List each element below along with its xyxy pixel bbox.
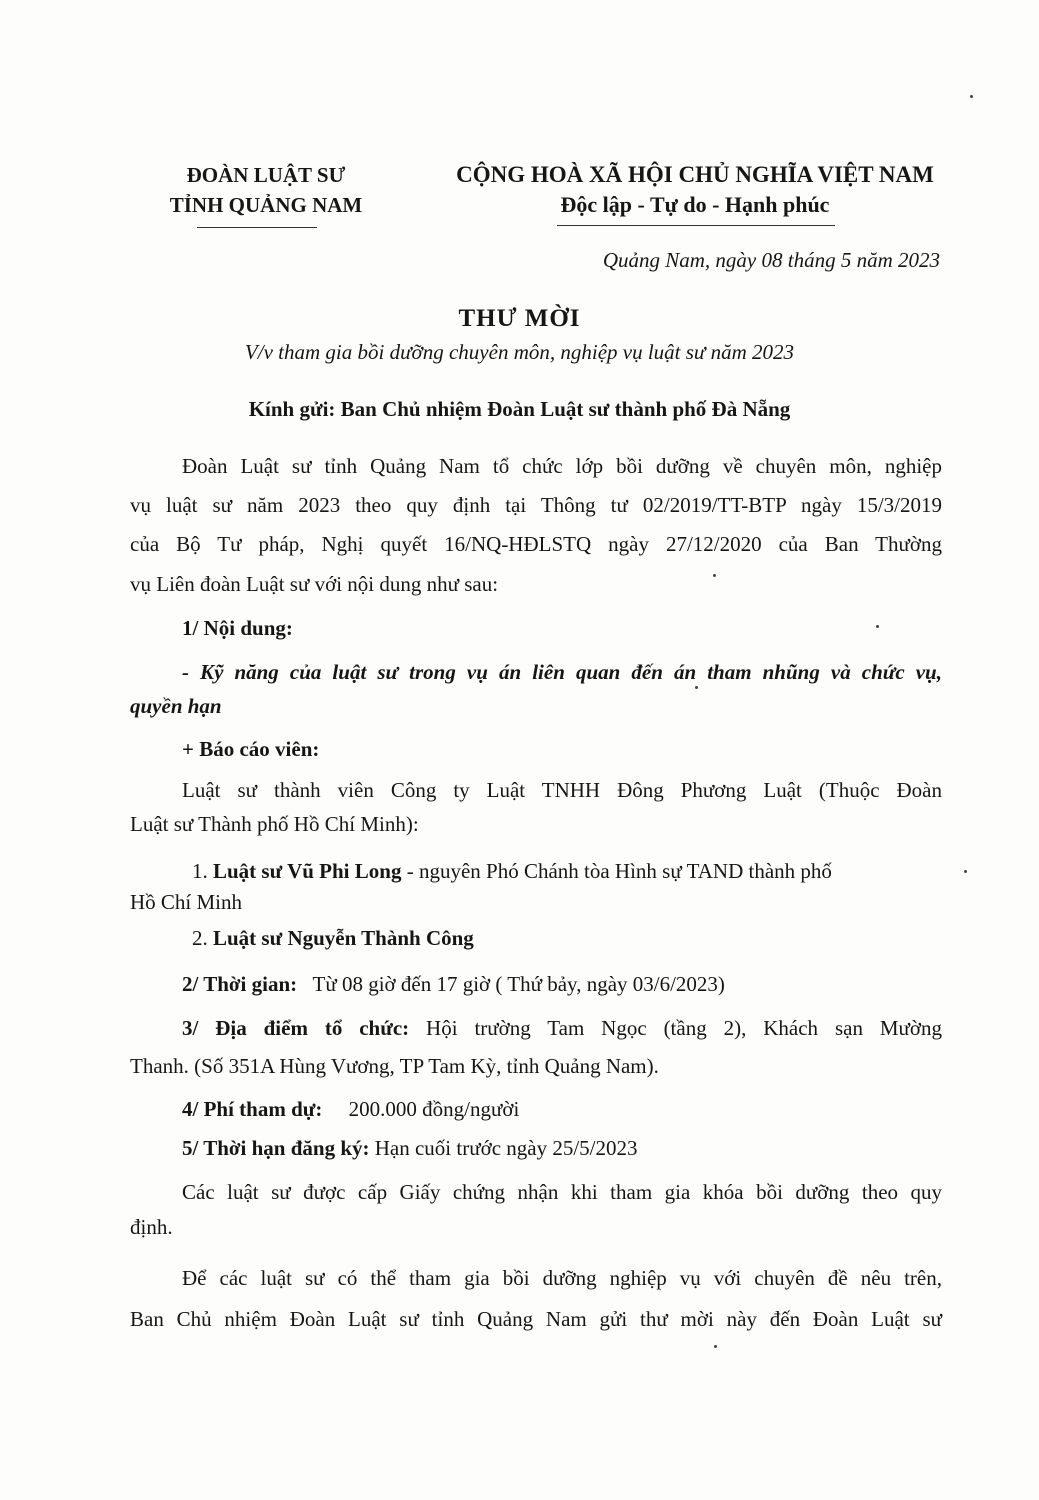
org-line-2: TỈNH QUẢNG NAM: [169, 193, 363, 217]
motto-underline: [557, 225, 835, 226]
topic-line-2: quyền hạn: [130, 694, 222, 718]
scan-speck: [970, 95, 973, 98]
speaker-1-name: Luật sư Vũ Phi Long: [213, 859, 402, 883]
closing-line-1: Để các luật sư có thể tham gia bồi dưỡng nghiệp vụ với chuyên đề nêu trên,: [182, 1266, 942, 1290]
venue-label: 3/ Địa điểm tổ chức:: [182, 1016, 410, 1040]
document-subject: V/v tham gia bồi dưỡng chuyên môn, nghiệp vụ luật sư năm 2023: [244, 340, 795, 364]
speaker-2-number: 2.: [192, 926, 208, 950]
org-line-1: ĐOÀN LUẬT SƯ: [186, 163, 346, 187]
issuing-organization: [150, 160, 382, 220]
speaker-1-role: - nguyên Phó Chánh tòa Hình sự TAND thành phố: [401, 859, 832, 883]
speaker-1: [192, 855, 832, 887]
speaker-2-name: Luật sư Nguyễn Thành Công: [213, 926, 474, 950]
national-motto: Độc lập - Tự do - Hạnh phúc: [560, 192, 830, 217]
deadline-label: 5/ Thời hạn đăng ký:: [182, 1136, 370, 1160]
deadline-row: [182, 1132, 638, 1164]
scan-speck: [876, 625, 879, 628]
national-title: CỘNG HOÀ XÃ HỘI CHỦ NGHĨA VIỆT NAM: [456, 162, 934, 187]
speaker-1-number: 1.: [192, 859, 208, 883]
venue-row: [182, 1012, 942, 1044]
content-heading: 1/ Nội dung:: [182, 616, 293, 640]
recipient-line: Kính gửi: Ban Chủ nhiệm Đoàn Luật sư thành phố Đà Nẵng: [248, 397, 791, 421]
time-row: [182, 968, 725, 1000]
closing-line-2: Ban Chủ nhiệm Đoàn Luật sư tỉnh Quảng Nam gửi thư mời này đến Đoàn Luật sư: [130, 1307, 942, 1331]
scan-speck: [713, 574, 716, 577]
document-title: THƯ MỜI: [458, 305, 581, 332]
fee-value: 200.000 đồng/người: [348, 1097, 520, 1121]
intro-line-1: Đoàn Luật sư tỉnh Quảng Nam tổ chức lớp bồi dưỡng về chuyên môn, nghiệp: [182, 454, 942, 478]
speakers-intro-line-2: Luật sư Thành phố Hồ Chí Minh):: [130, 812, 419, 836]
certificate-line-1: Các luật sư được cấp Giấy chứng nhận khi tham gia khóa bồi dưỡng theo quy: [182, 1180, 942, 1204]
document-date: Quảng Nam, ngày 08 tháng 5 năm 2023: [602, 248, 940, 272]
scan-speck: [714, 1345, 717, 1348]
org-underline: [197, 227, 317, 228]
scan-speck: [695, 686, 698, 689]
fee-row: [182, 1093, 519, 1125]
speaker-1-role-line-2: Hồ Chí Minh: [130, 890, 243, 914]
venue-line-2: Thanh. (Số 351A Hùng Vương, TP Tam Kỳ, tỉnh Quảng Nam).: [130, 1054, 659, 1078]
venue-value: Hội trường Tam Ngọc (tầng 2), Khách sạn Mường: [409, 1016, 942, 1040]
speakers-heading: + Báo cáo viên:: [182, 737, 320, 761]
topic-line-1: - Kỹ năng của luật sư trong vụ án liên quan đến án tham nhũng và chức vụ,: [182, 660, 942, 684]
intro-line-2: vụ luật sư năm 2023 theo quy định tại Thông tư 02/2019/TT-BTP ngày 15/3/2019: [130, 493, 942, 517]
time-label: 2/ Thời gian:: [182, 972, 298, 996]
deadline-value: Hạn cuối trước ngày 25/5/2023: [369, 1136, 638, 1160]
scan-speck: [964, 870, 967, 873]
speakers-intro-line-1: Luật sư thành viên Công ty Luật TNHH Đông Phương Luật (Thuộc Đoàn: [182, 778, 942, 802]
time-value: Từ 08 giờ đến 17 giờ ( Thứ bảy, ngày 03/6/2023): [312, 972, 725, 996]
intro-line-3: của Bộ Tư pháp, Nghị quyết 16/NQ-HĐLSTQ ngày 27/12/2020 của Ban Thường: [130, 532, 942, 556]
fee-label: 4/ Phí tham dự:: [182, 1097, 323, 1121]
intro-line-4: vụ Liên đoàn Luật sư với nội dung như sau:: [130, 572, 499, 596]
speaker-2: [192, 922, 474, 954]
certificate-line-2: định.: [130, 1215, 173, 1239]
